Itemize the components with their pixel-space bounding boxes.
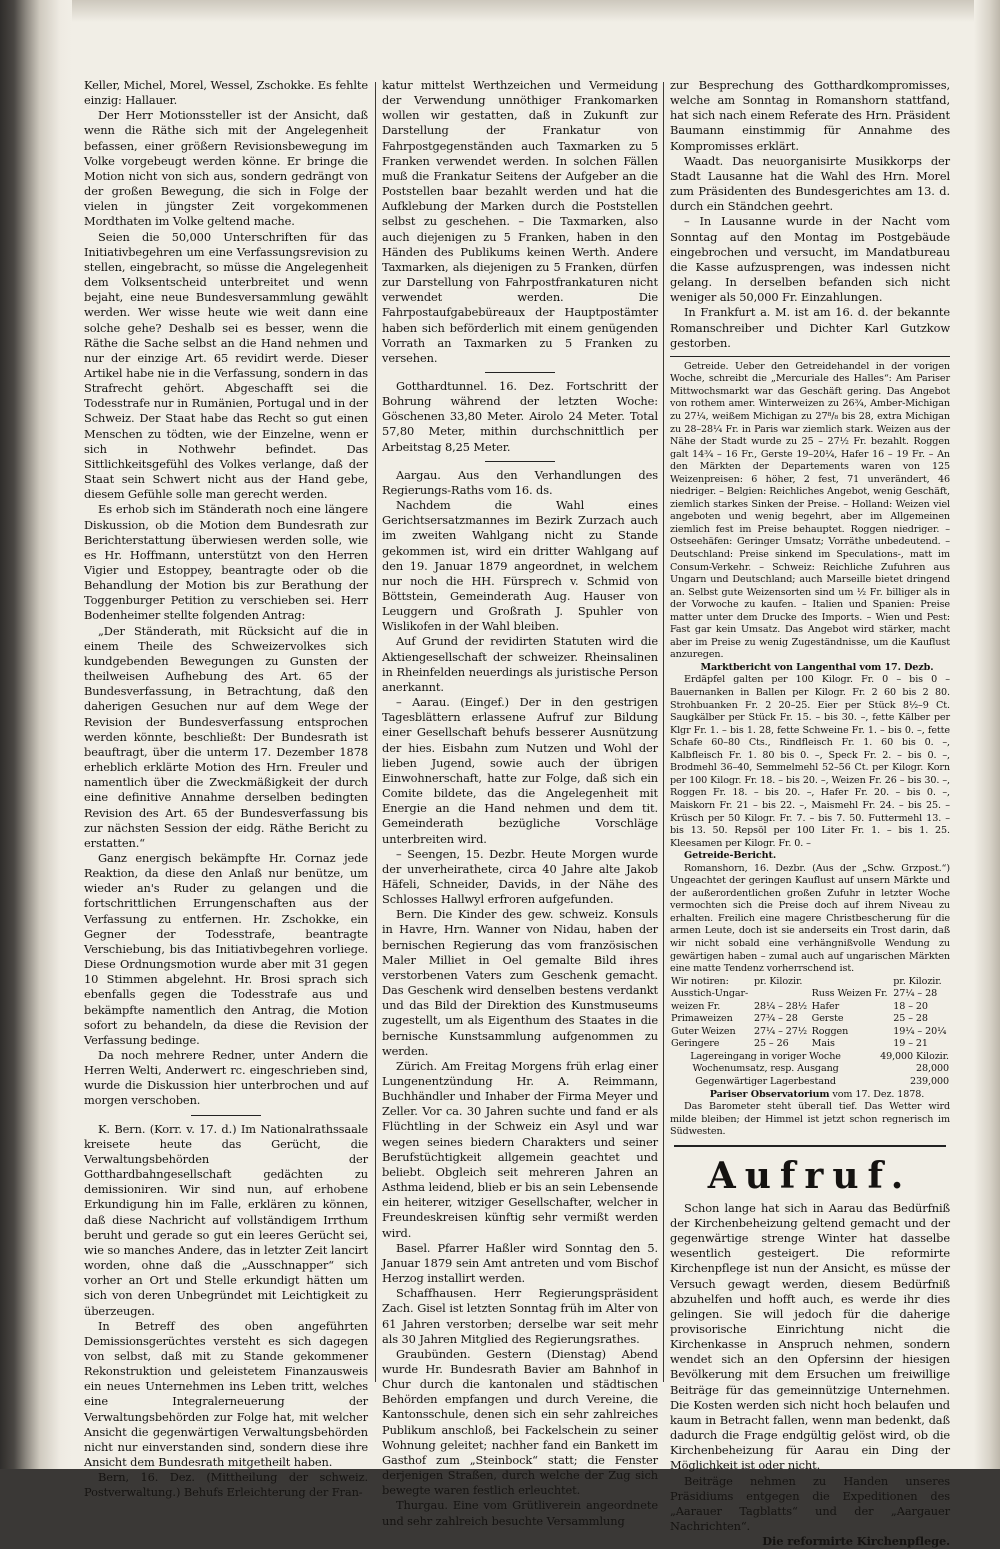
price-cell: Gerste [811, 1013, 844, 1025]
book-binding-shadow [0, 0, 72, 1469]
price-row [670, 988, 950, 1001]
observatory-text: Das Barometer steht überall tief. Das Wetter wird milde bleiben; der Himmel ist jetzt schon regnerisch im Südwesten. [670, 1101, 950, 1138]
article-separator [485, 461, 555, 462]
col2-paragraph-2: Gotthardtunnel. 16. Dez. Fortschritt der Bohrung während der letzten Woche: Göschenen 33,80 Meter. Airolo 24 Meter. Total 57,80 Meter, mithin durchschnittlich per Arbeitstag 8,25 Meter. [382, 378, 658, 454]
observatory-title: Pariser Observatorium [709, 1088, 830, 1100]
col1-paragraph-4: Es erhob sich im Ständerath noch eine längere Diskussion, ob die Motion dem Bundesrath zur Berichterstattung überwiesen werden solle, wie es Hr. Hoffmann, unterstützt von den Herren Vigier und Estoppey, beantragte oder ob die Behandlung der Motion bis zur Berathung der Toggenburger Petition zu verschieben sei. Herr Bodenheimer stellte folgenden Antrag: [84, 502, 368, 623]
header-cell: Wir notiren: [671, 975, 729, 987]
price-cell: Mais [811, 1038, 835, 1050]
price-cell: Guter Weizen [671, 1025, 736, 1037]
article-separator [485, 372, 555, 373]
col1-paragraph-6: Ganz energisch bekämpfte Hr. Cornaz jede Reaktion, da diese den Anlaß nur benütze, um wieder an's Ruder zu gelangen und die fortschrittlichen Errungenschaften aus der Verfassung zu entfernen. Hr. Zschokke, ein Gegner der Todesstrafe, beantragte Verschiebung, bis das Initiativbegehren vorliege. Diese Ordnungsmotion wurde aber mit 31 gegen 10 Stimmen abgelehnt. Hr. Brosi sprach sich ebenfalls gegen die Todesstrafe aus und bekämpfte namentlich den Antrag, die Motion sofort zu behandeln, da diese die Revision der Verfassung bedinge. [84, 850, 368, 1047]
col1-paragraph-8: K. Bern. (Korr. v. 17. d.) Im Nationalrathssaale kreisete heute das Gerücht, die Verwaltungsbehörden der Gotthardbahngesellschaft gedächten zu demissioniren. Wir sind nun, auf erhobene Erkundigung hin im Falle, erklären zu können, daß diese Nachricht auf vollständigem Irrthum beruht und gerade so gut ein leeres Gerücht sei, wie so manches Andere, das in letzter Zeit lancirt worden, ohne daß die „Ausschnapper“ sich vorher an Ort und Stelle erkundigt hätten um sich von deren Unbegründet mit Leichtigkeit zu überzeugen. [84, 1121, 368, 1318]
price-cell: 25 – 26 [753, 1038, 789, 1050]
grain-price-table [670, 976, 950, 1051]
col3-paragraph-4: In Frankfurt a. M. ist am 16. d. der bekannte Romanschreiber und Dichter Karl Gutzkow gestorben. [670, 305, 950, 350]
stock-label: Gegenwärtiger Lagerbestand [695, 1075, 836, 1087]
column-rule-1 [375, 82, 376, 1382]
appeal-title: Aufruf. [707, 1154, 913, 1197]
col2-paragraph-13: Thurgau. Eine vom Grütliverein angeordnete und sehr zahlreich besuchte Versammlung [382, 1498, 658, 1528]
column-1 [84, 78, 368, 1500]
stock-row [670, 1063, 950, 1076]
price-row [670, 1038, 950, 1051]
header-cell [811, 976, 893, 989]
col1-paragraph-5: „Der Ständerath, mit Rücksicht auf die in einem Theile des Schweizervolkes sich kundgebenden Bewegungen zu Gunsten der theilweisen Aufhebung des Art. 65 der Bundesverfassung, in Betrachtung, daß den daherigen Gesuchen nur auf dem Wege der Revision der Bundesverfassung entsprochen werden könnte, beschließt: Der Bundesrath ist beauftragt, über die unterm 17. Dezember 1878 erheblich erklärte Motion des Hrn. Freuler und namentlich über die Zweckmäßigkeit der durch eine definitive Annahme derselben bedingten Revision des Art. 65 der Bundesverfassung bis zur nächsten Session der eidg. Räthe Bericht zu erstatten.“ [84, 623, 368, 850]
col1-paragraph-1: Keller, Michel, Morel, Wessel, Zschokke. Es fehlte einzig: Hallauer. [84, 78, 368, 108]
col2-paragraph-11: Schaffhausen. Herr Regierungspräsident Zach. Gisel ist letzten Sonntag früh im Alter von 61 Jahren verstorben; derselbe war seit mehr als 30 Jahren Mitglied des Regierungsrathes. [382, 1286, 658, 1346]
col2-paragraph-12: Graubünden. Gestern (Dienstag) Abend wurde Hr. Bundesrath Bavier am Bahnhof in Chur durch die kantonalen und städtischen Behörden empfangen und durch Vereine, die Kantonsschule, denen sich ein sehr zahlreiches Publikum anschloß, bei Fackelschein zu seiner Wohnung geleitet; nachher fand ein Bankett im Gasthof zum „Steinbock“ statt; die Fenster derjenigen Straßen, durch welche der Zug sich bewegte waren festlich erleuchtet. [382, 1346, 658, 1498]
price-row [670, 1026, 950, 1039]
col2-paragraph-10: Basel. Pfarrer Haßler wird Sonntag den 5. Januar 1879 sein Amt antreten und vom Bischof Herzog installirt werden. [382, 1240, 658, 1286]
stock-row [670, 1051, 950, 1064]
stock-value: 239,000 [910, 1075, 949, 1087]
price-cell: 18 – 20 [893, 1000, 928, 1012]
price-cell: 27¼ – 28 [893, 988, 938, 1000]
langenthal-market-title: Marktbericht von Langenthal vom 17. Dezb. [700, 661, 934, 673]
price-cell [753, 988, 811, 1001]
col3-paragraph-3: – In Lausanne wurde in der Nacht vom Sonntag auf den Montag im Postgebäude eingebrochen und versucht, im Mandatbureau die Kasse aufzusprengen, was indessen nicht gelang. In derselben befanden sich nicht weniger als 50,000 Fr. Einzahlungen. [670, 214, 950, 305]
langenthal-market-text: Erdäpfel galten per 100 Kilogr. Fr. 0 – bis 0 – Bauernanken in Ballen per Kilogr. Fr. 2 60 bis 2 80. Strohbuanken Fr. 2 20–25. Eier per Stück 8½–9 Ct. Saugkälber per Stück Fr. 15. – bis 30. –, fette Kälber per Klgr Fr. 1. – bis 1. 28, fette Schweine Fr. 1. – bis 0. –, fette Schafe 60–80 Cts., Rindfleisch Fr. 1. 60 bis 0. –, Kalbfleisch Fr. 1. 80 bis 0. –, Speck Fr. 2. – bis 0. –, Brodmehl 36–40, Semmelmehl 52–56 Ct. per Kilogr. Korn per 100 Kilogr. Fr. 18. – bis 20. –, Weizen Fr. 26 – bis 30. –, Roggen Fr. 18. – bis 20. –, Hafer Fr. 20. – bis 0. –, Maiskorn Fr. 21 – bis 22. –, Maismehl Fr. 24. – bis 25. – Krüsch per 50 Kilogr. Fr. 7. – bis 7. 50. Futtermehl 13. – bis 13. 50. Repsöl per 100 Liter Fr. 1. – bis 1. 25. Kleesamen per Kilogr. Fr. 0. – [670, 674, 950, 849]
price-cell: Geringere [671, 1038, 720, 1050]
price-cell: Hafer [811, 1000, 840, 1012]
price-cell: 19 – 21 [893, 1038, 928, 1050]
price-table-header [670, 976, 950, 989]
section-separator [670, 356, 950, 357]
observatory-date: vom 17. Dez. 1878. [832, 1088, 925, 1100]
col1-paragraph-3: Seien die 50,000 Unterschriften für das Initiativbegehren um eine Verfassungsrevision zu stellen, eingebracht, so müsse die Angelegenheit dem Volksentscheid unterbreitet und wenn bejaht, eine neue Bundesversammlung gewählt werden. Wer wisse heute wie weit dann eine solche gehe? Deshalb sei es besser, wenn die Räthe die Sache selbst an die Hand nehmen und nur der einzige Art. 65 revidirt werde. Dieser Artikel habe nie in die Verfassung, sondern in das Strafrecht gehört. Abgeschafft sei die Todesstrafe nur in Rumänien, Portugal und in der Schweiz. Der Staat habe das Recht so gut einen Menschen zu tödten, wie der Einzelne, wenn er sich in Nothwehr befindet. Das Sittlichkeitsgefühl des Volkes verlange, daß der Staat sein Schwert nicht aus der Hand gebe, diesem Gefühle solle man gerecht werden. [84, 229, 368, 502]
price-cell: Russ Weizen Fr. [811, 988, 888, 1000]
col2-paragraph-3: Aargau. Aus den Verhandlungen des Regierungs-Raths vom 16. ds. [382, 467, 658, 497]
article-separator [191, 1115, 261, 1116]
stock-value: 28,000 [916, 1063, 949, 1075]
price-cell: Primaweizen [671, 1013, 733, 1025]
appeal-paragraph-2: Beiträge nehmen zu Handen unseres Präsidiums entgegen die Expeditionen des „Aarauer Tagblatts“ und der „Aargauer Nachrichten“. [670, 1473, 950, 1533]
col2-paragraph-1: katur mittelst Werthzeichen und Vermeidung der Verwendung unnöthiger Frankomarken wollen wir gestatten, daß in Zukunft zur Darstellung der Frankatur von Fahrpostgegenständen auch Taxmarken zu 5 Franken verwendet werden. In solchen Fällen muß die Frankatur Seitens der Aufgeber an die Poststellen baar bezahlt werden und hat die Aufklebung der Marken durch die Poststellen selbst zu geschehen. – Die Taxmarken, also auch diejenigen zu 5 Franken, haben in den Händen des Publikums keinen Werth. Andere Taxmarken, als diejenigen zu 5 Franken, dürfen zur Darstellung von Fahrpostfrankaturen nicht verwendet werden. Die Fahrpostaufgabebüreaux der Hauptpostämter haben sich beförderlich mit einem genügenden Vorrath an Taxmarken zu 5 Franken zu versehen. [382, 78, 658, 365]
col2-paragraph-9: Zürich. Am Freitag Morgens früh erlag einer Lungenentzündung Hr. A. Reimmann, Buchhändler und Inhaber der Firma Meyer und Zeller. Vor ca. 30 Jahren suchte und fand er als Flüchtling in der Schweiz ein Asyl und war wegen seines biedern Charakters und seiner Berufstüchtigkeit allgemein geachtet und beliebt. Obgleich seit mehreren Jahren an Asthma leidend, blieb er bis an sein Lebensende ein heiterer, witziger Gesellschafter, welcher in Freundeskreisen künftig sehr vermißt werden wird. [382, 1058, 658, 1240]
price-cell: weizen Fr. [671, 1000, 721, 1012]
appeal-signature: Die reformirte Kirchenpflege. [762, 1534, 950, 1549]
price-cell: 27¾ – 28 [753, 1013, 798, 1025]
price-cell: 27¼ – 27½ [753, 1025, 807, 1037]
header-cell: pr. Kilozir. [893, 975, 942, 987]
warehouse-stock-table [670, 1051, 950, 1089]
stock-row [670, 1076, 950, 1089]
appeal-paragraph-1: Schon lange hat sich in Aarau das Bedürfniß der Kirchenbeheizung geltend gemacht und der gegenwärtige strenge Winter hat dasselbe wesentlich gesteigert. Die reformirte Kirchenpflege ist nun der Ansicht, es müsse der Versuch gewagt werden, diesem Bedürfniß abzuhelfen und hofft auch, es werde ihr dies gelingen. Sie will jedoch für die daherige provisorische Einrichtung nicht die Kirchenkasse in Anspruch nehmen, sondern wendet sich an den Opfersinn der hiesigen Bevölkerung mit dem Ersuchen um freiwillige Beiträge für das gemeinnützige Unternehmen. Die Kosten werden sich nicht hoch belaufen und kaum in Betracht fallen, wenn man bedenkt, daß dadurch die Frage endgültig gelöst wird, ob die Kirchenbeheizung für Aarau ein Ding der Möglichkeit ist oder nicht. [670, 1200, 950, 1473]
stock-value: 49,000 Kilozir. [880, 1050, 949, 1062]
stock-label: Wochenumsatz, resp. Ausgang [692, 1063, 839, 1075]
page-right-edge [974, 0, 1000, 1469]
col2-paragraph-8: Bern. Die Kinder des gew. schweiz. Konsuls in Havre, Hrn. Wanner von Nidau, haben der bernischen Regierung das vom französischen Maler Milliet in Oel gemalte Bild ihres verstorbenen Vaters zum Geschenk gemacht. Das Geschenk wird denselben bestens verdankt und das Bild der Direktion des Kunstmuseums zugestellt, um als Eigenthum des Staates in die bernische Kunstsammlung aufgenommen zu werden. [382, 907, 658, 1058]
stock-label: Lagereingang in voriger Woche [690, 1050, 841, 1062]
col2-paragraph-4: Nachdem die Wahl eines Gerichtsersatzmannes im Bezirk Zurzach auch im zweiten Wahlgang nicht zu Stande gekommen ist, wird ein dritter Wahlgang auf den 19. Januar 1879 angeordnet, in welchem nur noch die HH. Fürsprech v. Schmid von Böttstein, Gemeinderath Aug. Hauser von Leuggern und Großrath J. Spuhler von Wislikofen in der Wahl bleiben. [382, 498, 658, 634]
price-row [670, 1013, 950, 1026]
column-rule-2 [663, 82, 664, 1382]
price-row [670, 1001, 950, 1014]
col1-paragraph-9: In Betreff des oben angeführten Demissionsgerüchtes versteht es sich dagegen von selbst, daß mit zu Stande gekommener Rekonstruktion und geleistetem Finanzausweis ein neues Unternehmen ins Leben tritt, welches eine Integralerneuerung der Verwaltungsbehörden zur Folge hat, mit welcher Ansicht die gegenwärtigen Verwaltungsbehörden nicht nur einverstanden sind, sondern diese ihre Ansicht dem Bundesrath mitgetheilt haben. [84, 1318, 368, 1470]
price-cell: Ausstich-Ungar- [671, 988, 749, 1000]
announcement-separator [674, 1145, 946, 1147]
col1-paragraph-2: Der Herr Motionssteller ist der Ansicht, daß wenn die Räthe sich mit der Angelegenheit befassen, einer größern Revisionsbewegung im Volke vorgebeugt werden könne. Er bringe die Motion nicht von sich aus, sondern gedrängt von der großen Bewegung, die sich in Folge der vielen in jüngster Zeit vorgekommenen Mordthaten im Volke geltend mache. [84, 108, 368, 229]
price-cell: 19¼ – 20¼ [893, 1025, 947, 1037]
col1-paragraph-7: Da noch mehrere Redner, unter Andern die Herren Welti, Anderwert rc. eingeschrieben sind, wurde die Diskussion hier unterbrochen und auf morgen verschoben. [84, 1048, 368, 1108]
price-cell: 28¼ – 28½ [753, 1000, 807, 1012]
price-cell: 25 – 28 [893, 1013, 928, 1025]
grain-report-text: Romanshorn, 16. Dezbr. (Aus der „Schw. Grzpost.“) Ungeachtet der geringen Kauflust auf unsern Märkte und der außerordentlichen großen Zufuhr in letzter Woche vermochten sich die Preise doch auf ihrem Niveau zu erhalten. Freilich eine magere Christbescherung für die armen Leute, doch ist sie anderseits ein Trost darin, daß wir nicht sobald eine verhängnißvolle Wendung zu gewärtigen haben – zumal auch auf ungarischen Märkten eine matte Tendenz vorherrschend ist. [670, 862, 950, 975]
observatory-heading [670, 1089, 950, 1102]
header-cell: pr. Kilozir. [753, 975, 803, 987]
col1-paragraph-10: Bern, 16. Dez. (Mittheilung der schweiz. Postverwaltung.) Behufs Erleichterung der Fran- [84, 1470, 368, 1500]
grain-report-title: Getreide-Bericht. [684, 850, 777, 862]
grain-market-report: Getreide. Ueber den Getreidehandel in der vorigen Woche, schreibt die „Mercuriale des Halles“: Am Pariser Mittwochsmarkt war das Geschäft gering. Das Angebot von rothem amer. Winterweizen zu 26¾, Amber-Michigan zu 27¼, weißem Michigan zu 27⁸/₈ bis 28, extra Michigan zu 28–28¼ Fr. in Paris war ziemlich stark. Weizen aus der Nähe der Stadt wurde zu 25 – 27½ Fr. bezahlt. Roggen galt 14¾ – 16 Fr., Gerste 19–20¼, Hafer 16 – 19 Fr. – An den Märkten der Departements waren von 125 Weizenpreisen: 6 höher, 2 fest, 71 unverändert, 46 niedriger. – Belgien: Reichliches Angebot, wenig Geschäft, ziemlich starkes Sinken der Preise. – Holland: Weizen viel angeboten und wenig begehrt, aber im Allgemeinen ziemlich fest im Preise behauptet. Roggen niedriger. – Ostseehäfen: Geringer Umsatz; Vorräthe unbedeutend. – Deutschland: Preise sinkend im Speculations-, matt im Consum-Verkehr. – Schweiz: Reichliche Zufuhren aus Ungarn und Deutschland; auch Marseille bietet dringend an. Selbst gute Weizensorten sind um ½ Fr. billiger als in der Vorwoche zu kaufen. – Italien und Spanien: Preise matter unter dem Drucke des Imports. – Wien und Pest: Fast gar kein Umsatz. Das Angebot wird stärker, macht aber im Preise zu wenig Zugeständnisse, um die Kauflust anzuregen. [670, 360, 950, 661]
column-3 [670, 78, 950, 1549]
price-cell: Roggen [811, 1025, 849, 1037]
col2-paragraph-7: – Seengen, 15. Dezbr. Heute Morgen wurde der unverheirathete, circa 40 Jahre alte Jakob Häfeli, Schneider, Davids, in der Nähe des Schlosses Hallwyl erfroren aufgefunden. [382, 846, 658, 907]
col2-paragraph-5: Auf Grund der revidirten Statuten wird die Aktiengesellschaft der schweizer. Rheinsalinen in Rheinfelden neuerdings als juristische Person anerkannt. [382, 634, 658, 694]
col3-paragraph-1: zur Besprechung des Gotthardkompromisses, welche am Sonntag in Romanshorn stattfand, hat sich nach einem Referate des Hrn. Präsident Baumann einstimmig für Annahme des Kompromisses erklärt. [670, 78, 950, 153]
col3-paragraph-2: Waadt. Das neuorganisirte Musikkorps der Stadt Lausanne hat die Wahl des Hrn. Morel zum Präsidenten des Bundesgerichtes am 13. d. durch ein Ständchen geehrt. [670, 153, 950, 214]
page-top-shadow [0, 0, 1000, 22]
column-2 [382, 78, 658, 1528]
col2-paragraph-6: – Aarau. (Eingef.) Der in den gestrigen Tagesblättern erlassene Aufruf zur Bildung einer Gesellschaft behufs besserer Ausnützung der hies. Eisbahn zum Nutzen und Wohl der lieben Jugend, sowie auch der übrigen Einwohnerschaft, hatte zur Folge, daß sich ein Comite bildete, das die Angelegenheit mit Energie an die Hand nehmen und dem tit. Gemeinderath bezügliche Vorschläge unterbreiten wird. [382, 695, 658, 846]
